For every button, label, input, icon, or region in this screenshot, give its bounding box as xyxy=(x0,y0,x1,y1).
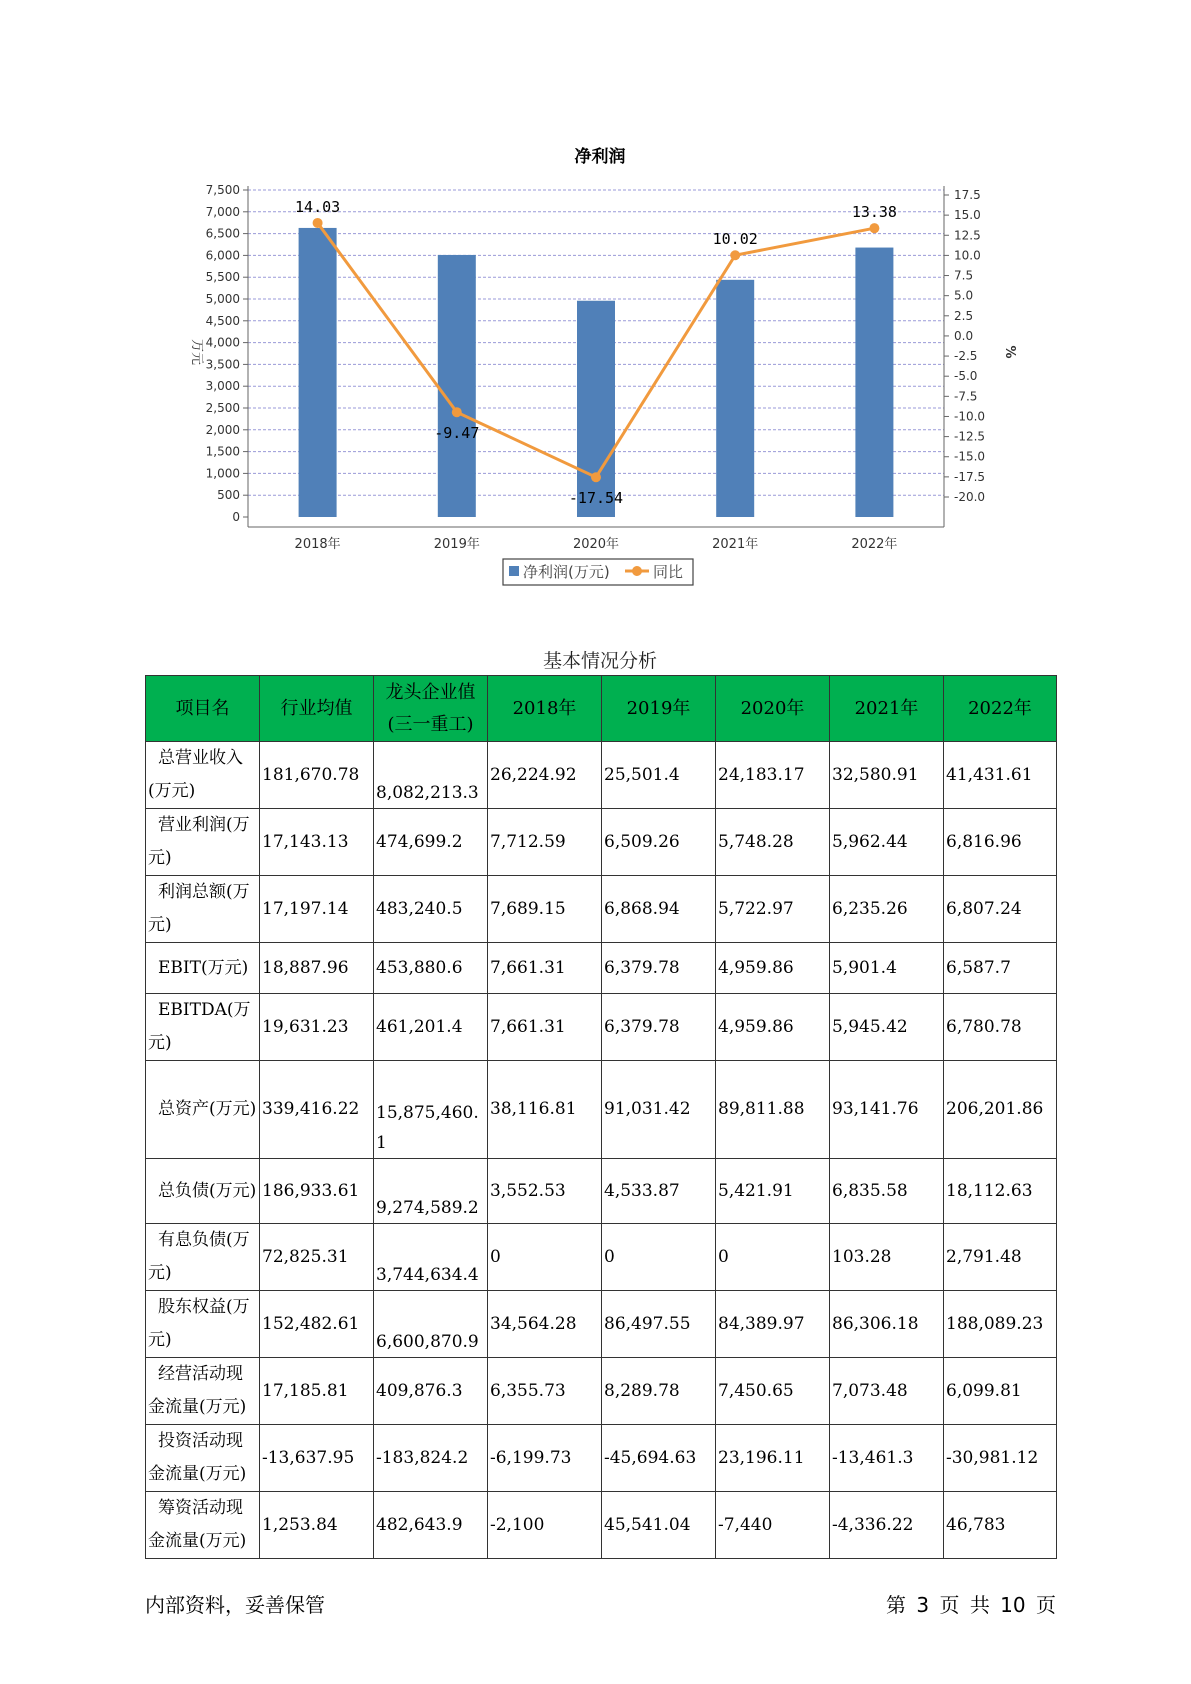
row-label: 经营活动现金流量(万元) xyxy=(146,1358,260,1425)
y-tick-label: 1,500 xyxy=(205,444,240,459)
y-tick-label: 7,500 xyxy=(205,183,240,197)
bar xyxy=(299,228,337,517)
table-cell: 186,933.61 xyxy=(260,1159,374,1224)
y-tick-label: 3,000 xyxy=(205,379,240,394)
table-row xyxy=(146,876,1057,943)
y2-tick-label: 0.0 xyxy=(954,328,974,343)
table-cell: 4,533.87 xyxy=(602,1159,716,1224)
y2-tick-label: 12.5 xyxy=(954,228,981,243)
table-cell: 86,306.18 xyxy=(830,1291,944,1358)
y-tick-label: 5,500 xyxy=(205,270,240,285)
y-tick-label: 0 xyxy=(232,510,240,524)
x-tick-label: 2020年 xyxy=(572,537,620,552)
x-tick-label: 2019年 xyxy=(433,537,480,552)
bar xyxy=(438,255,476,517)
y-tick-label: 6,000 xyxy=(205,248,240,263)
table-cell: 25,501.4 xyxy=(602,742,716,809)
column-header: 2018年 xyxy=(488,676,602,742)
y-tick-label: 5,000 xyxy=(205,292,240,306)
table-cell: 41,431.61 xyxy=(944,742,1057,809)
yoy-point xyxy=(452,407,462,417)
footer-page-number: 第 3 页 共 10 页 xyxy=(886,1593,1056,1617)
table-cell: 32,580.91 xyxy=(830,742,944,809)
x-tick-label: 2022年 xyxy=(851,537,898,552)
table-cell: 181,670.78 xyxy=(260,742,374,809)
yoy-point xyxy=(730,250,740,260)
table-cell: 6,379.78 xyxy=(602,943,716,994)
y-tick-label: 1,000 xyxy=(205,466,240,481)
row-label: 投资活动现金流量(万元) xyxy=(146,1425,260,1492)
table-cell: 7,689.15 xyxy=(488,876,602,943)
table-cell: -6,199.73 xyxy=(488,1425,602,1492)
yoy-point xyxy=(869,223,879,233)
column-header: 2021年 xyxy=(830,676,944,742)
table-cell: 72,825.31 xyxy=(260,1224,374,1291)
y-tick-label: 7,000 xyxy=(205,204,240,219)
table-cell: -45,694.63 xyxy=(602,1425,716,1492)
table-cell: 18,887.96 xyxy=(260,943,374,994)
table-cell: 206,201.86 xyxy=(944,1061,1057,1159)
table-cell: 5,901.4 xyxy=(830,943,944,994)
yoy-data-label: 13.38 xyxy=(851,203,897,222)
table-row xyxy=(146,994,1057,1061)
table-cell: 7,712.59 xyxy=(488,809,602,876)
table-cell: 474,699.2 xyxy=(374,809,488,876)
yoy-data-label: 10.02 xyxy=(712,230,758,249)
y2-tick-label: 17.5 xyxy=(954,188,981,202)
table-cell: 0 xyxy=(602,1224,716,1291)
row-label: 股东权益(万元) xyxy=(146,1291,260,1358)
table-cell: 7,450.65 xyxy=(716,1358,830,1425)
row-label: 总资产(万元) xyxy=(146,1061,260,1159)
x-tick-label: 2018年 xyxy=(294,537,341,552)
table-cell: 5,945.42 xyxy=(830,994,944,1061)
table-cell: 409,876.3 xyxy=(374,1358,488,1425)
table-cell: 152,482.61 xyxy=(260,1291,374,1358)
basic-analysis-table xyxy=(145,675,1057,1559)
column-header: 行业均值 xyxy=(260,676,374,742)
table-cell: 4,959.86 xyxy=(716,994,830,1061)
table-cell: 339,416.22 xyxy=(260,1061,374,1159)
yoy-data-label: -9.47 xyxy=(434,424,480,443)
table-cell: 6,780.78 xyxy=(944,994,1057,1061)
table-cell: -30,981.12 xyxy=(944,1425,1057,1492)
y-tick-label: 500 xyxy=(217,488,240,503)
row-label: EBIT(万元) xyxy=(146,943,260,994)
chart-legend xyxy=(503,559,693,585)
row-label: 总营业收入(万元) xyxy=(146,742,260,809)
y2-tick-label: -12.5 xyxy=(954,429,986,444)
table-cell: 8,082,213.3 xyxy=(374,742,488,809)
y-tick-label: 3,500 xyxy=(205,357,240,372)
table-cell: 0 xyxy=(716,1224,830,1291)
table-row xyxy=(146,1358,1057,1425)
table-cell: 26,224.92 xyxy=(488,742,602,809)
y-tick-label: 4,000 xyxy=(205,335,240,350)
table-cell: 9,274,589.2 xyxy=(374,1159,488,1224)
column-header: 2019年 xyxy=(602,676,716,742)
y2-tick-label: -17.5 xyxy=(954,469,986,484)
table-cell: -2,100 xyxy=(488,1492,602,1559)
table-cell: 2,791.48 xyxy=(944,1224,1057,1291)
table-cell: -7,440 xyxy=(716,1492,830,1559)
table-cell: 19,631.23 xyxy=(260,994,374,1061)
table-cell: 6,099.81 xyxy=(944,1358,1057,1425)
table-cell: 23,196.11 xyxy=(716,1425,830,1492)
yoy-point xyxy=(591,472,601,482)
legend-bar-label: 净利润(万元) xyxy=(523,563,610,581)
table-cell: -13,637.95 xyxy=(260,1425,374,1492)
table-cell: 17,143.13 xyxy=(260,809,374,876)
y2-tick-label: -10.0 xyxy=(954,409,986,424)
y2-tick-label: -20.0 xyxy=(954,490,986,504)
table-cell: 6,587.7 xyxy=(944,943,1057,994)
table-cell: 103.28 xyxy=(830,1224,944,1291)
table-cell: -13,461.3 xyxy=(830,1425,944,1492)
table-cell: 7,661.31 xyxy=(488,943,602,994)
y2-tick-label: 7.5 xyxy=(954,268,974,283)
table-cell: -4,336.22 xyxy=(830,1492,944,1559)
y2-tick-label: -7.5 xyxy=(954,389,978,404)
table-cell: 6,835.58 xyxy=(830,1159,944,1224)
table-cell: 6,807.24 xyxy=(944,876,1057,943)
y2-tick-label: -15.0 xyxy=(954,449,986,464)
table-cell: 8,289.78 xyxy=(602,1358,716,1425)
table-row xyxy=(146,1224,1057,1291)
table-cell: 3,744,634.4 xyxy=(374,1224,488,1291)
row-label: 总负债(万元) xyxy=(146,1159,260,1224)
bar xyxy=(855,248,893,517)
table-cell: 24,183.17 xyxy=(716,742,830,809)
table-cell: 17,185.81 xyxy=(260,1358,374,1425)
column-header: 2022年 xyxy=(944,676,1057,742)
y-axis-title: 万元 xyxy=(189,338,204,366)
table-cell: 89,811.88 xyxy=(716,1061,830,1159)
table-row xyxy=(146,1061,1057,1159)
y2-tick-label: 5.0 xyxy=(954,288,974,303)
table-row xyxy=(146,809,1057,876)
row-label: 筹资活动现金流量(万元) xyxy=(146,1492,260,1559)
table-cell: 7,073.48 xyxy=(830,1358,944,1425)
table-cell: 15,875,460.1 xyxy=(374,1061,488,1159)
y-tick-label: 2,000 xyxy=(205,422,240,437)
y2-tick-label: 2.5 xyxy=(954,308,974,323)
column-header: 项目名 xyxy=(146,676,260,742)
table-cell: 6,235.26 xyxy=(830,876,944,943)
x-tick-label: 2021年 xyxy=(712,537,759,552)
row-label: 利润总额(万元) xyxy=(146,876,260,943)
legend-bar-swatch xyxy=(509,566,519,576)
table-cell: 1,253.84 xyxy=(260,1492,374,1559)
legend-line-label: 同比 xyxy=(653,563,684,581)
row-label: 有息负债(万元) xyxy=(146,1224,260,1291)
table-cell: 34,564.28 xyxy=(488,1291,602,1358)
yoy-point xyxy=(313,218,323,228)
table-row xyxy=(146,742,1057,809)
table-header-row xyxy=(146,676,1057,742)
table-cell: 86,497.55 xyxy=(602,1291,716,1358)
row-label: EBITDA(万元) xyxy=(146,994,260,1061)
y2-tick-label: -5.0 xyxy=(954,369,978,384)
table-cell: 6,509.26 xyxy=(602,809,716,876)
table-caption: 基本情况分析 xyxy=(542,650,657,672)
table-cell: 46,783 xyxy=(944,1492,1057,1559)
table-cell: 7,661.31 xyxy=(488,994,602,1061)
table-cell: -183,824.2 xyxy=(374,1425,488,1492)
table-row xyxy=(146,943,1057,994)
table-cell: 482,643.9 xyxy=(374,1492,488,1559)
yoy-data-label: 14.03 xyxy=(295,197,341,216)
y-tick-label: 2,500 xyxy=(205,401,240,415)
table-cell: 6,868.94 xyxy=(602,876,716,943)
y-tick-label: 4,500 xyxy=(205,313,240,328)
table-cell: 5,722.97 xyxy=(716,876,830,943)
yoy-data-label: -17.54 xyxy=(568,489,624,508)
table-cell: 18,112.63 xyxy=(944,1159,1057,1224)
table-cell: 6,816.96 xyxy=(944,809,1057,876)
column-header: 2020年 xyxy=(716,676,830,742)
table-cell: 483,240.5 xyxy=(374,876,488,943)
table-cell: 453,880.6 xyxy=(374,943,488,994)
chart-title: 净利润 xyxy=(574,147,626,167)
table-cell: 91,031.42 xyxy=(602,1061,716,1159)
row-label: 营业利润(万元) xyxy=(146,809,260,876)
table-cell: 188,089.23 xyxy=(944,1291,1057,1358)
net-profit-chart xyxy=(0,0,1191,600)
y-tick-label: 6,500 xyxy=(205,226,240,241)
y2-tick-label: 10.0 xyxy=(954,248,981,263)
table-cell: 5,748.28 xyxy=(716,809,830,876)
table-cell: 84,389.97 xyxy=(716,1291,830,1358)
table-row xyxy=(146,1159,1057,1224)
table-cell: 5,421.91 xyxy=(716,1159,830,1224)
table-cell: 6,600,870.9 xyxy=(374,1291,488,1358)
table-cell: 93,141.76 xyxy=(830,1061,944,1159)
table-cell: 0 xyxy=(488,1224,602,1291)
y2-tick-label: 15.0 xyxy=(954,208,981,223)
table-cell: 38,116.81 xyxy=(488,1061,602,1159)
table-row xyxy=(146,1425,1057,1492)
table-cell: 5,962.44 xyxy=(830,809,944,876)
y2-tick-label: -2.5 xyxy=(954,349,978,364)
legend-line-marker xyxy=(632,566,642,576)
column-header: 龙头企业值(三一重工) xyxy=(374,676,488,742)
table-cell: 461,201.4 xyxy=(374,994,488,1061)
table-cell: 45,541.04 xyxy=(602,1492,716,1559)
table-cell: 6,379.78 xyxy=(602,994,716,1061)
footer-confidential: 内部资料，妥善保管 xyxy=(145,1593,325,1617)
table-cell: 6,355.73 xyxy=(488,1358,602,1425)
table-cell: 17,197.14 xyxy=(260,876,374,943)
table-cell: 3,552.53 xyxy=(488,1159,602,1224)
y2-axis-title: % xyxy=(1002,345,1017,359)
bar xyxy=(577,301,615,517)
table-row xyxy=(146,1291,1057,1358)
table-cell: 4,959.86 xyxy=(716,943,830,994)
bar xyxy=(716,280,754,517)
table-row xyxy=(146,1492,1057,1559)
